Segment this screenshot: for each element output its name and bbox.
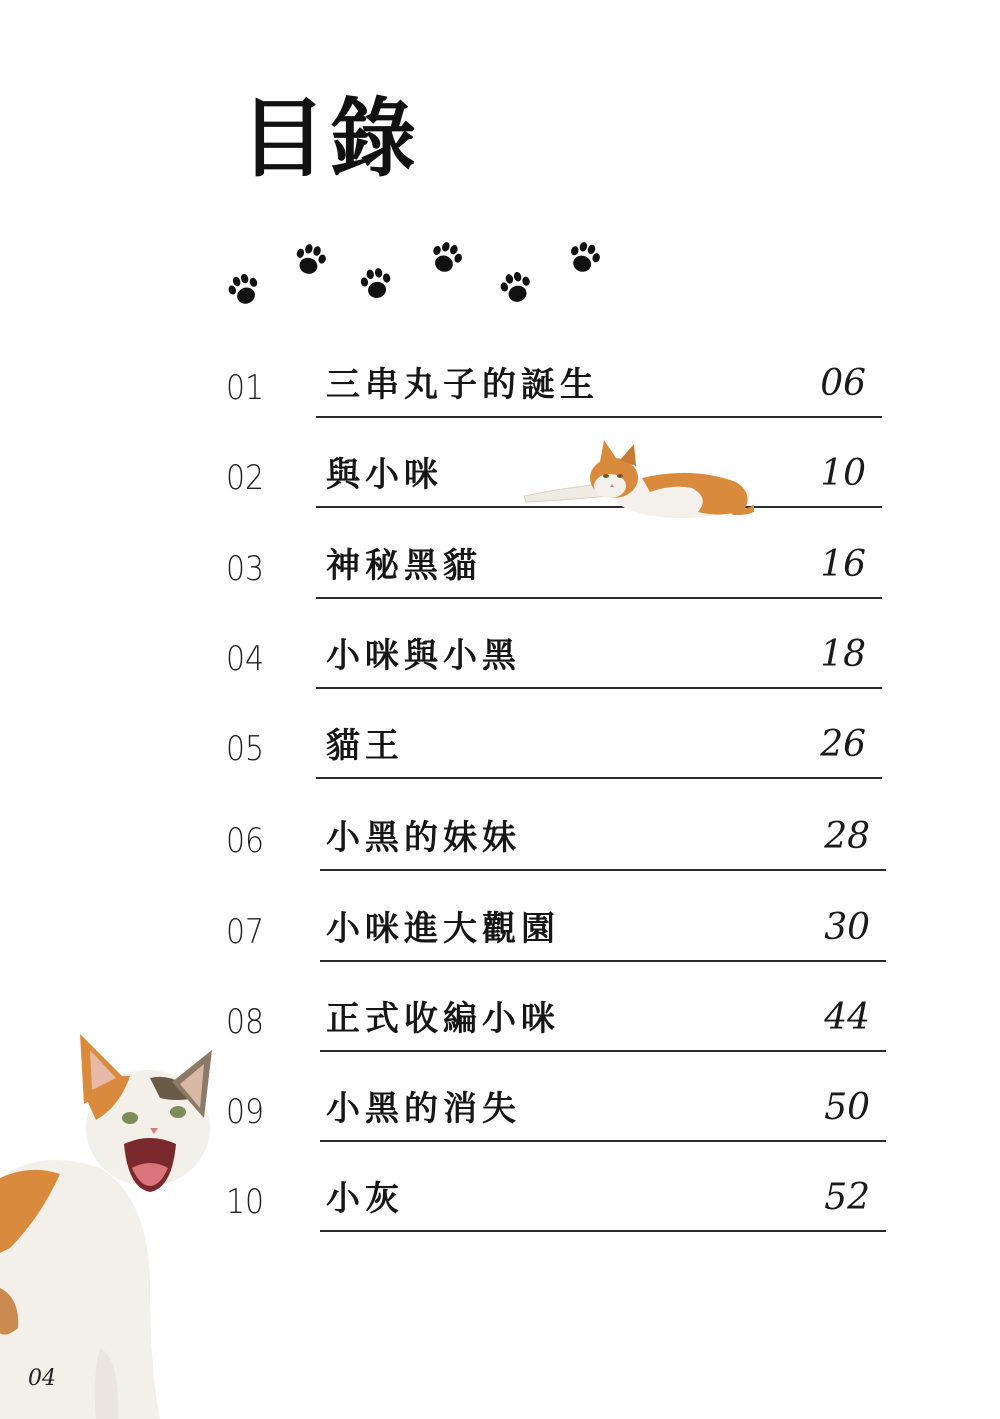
row-divider xyxy=(320,869,886,871)
paw-print-icon xyxy=(355,263,397,305)
chapter-page: 18 xyxy=(820,634,866,675)
chapter-title: 神秘黑貓 xyxy=(326,546,482,586)
chapter-page: 10 xyxy=(820,453,866,494)
paw-print-icon xyxy=(221,267,267,313)
lying-cat-photo xyxy=(522,438,754,522)
chapter-page: 28 xyxy=(824,816,870,857)
paw-print-icon xyxy=(494,266,538,310)
toc-row[interactable] xyxy=(0,539,882,599)
chapter-page: 50 xyxy=(824,1087,870,1128)
paw-print-icon xyxy=(423,235,469,281)
chapter-number: 03 xyxy=(226,549,265,589)
toc-row[interactable] xyxy=(0,811,886,871)
toc-row[interactable] xyxy=(0,719,882,779)
toc-row[interactable] xyxy=(0,902,886,962)
page-title: 目錄 xyxy=(240,88,420,189)
chapter-number: 05 xyxy=(226,729,265,769)
chapter-title: 小咪與小黑 xyxy=(326,636,521,676)
chapter-title: 貓王 xyxy=(326,726,404,766)
chapter-number: 06 xyxy=(226,821,265,861)
page-number: 04 xyxy=(28,1366,56,1391)
chapter-number: 04 xyxy=(226,639,265,679)
chapter-title: 小黑的妹妹 xyxy=(326,818,521,858)
row-divider xyxy=(320,1230,886,1232)
chapter-page: 44 xyxy=(824,997,870,1038)
toc-row[interactable] xyxy=(0,629,882,689)
chapter-page: 26 xyxy=(820,724,866,765)
chapter-title: 三串丸子的誕生 xyxy=(326,365,599,405)
row-divider xyxy=(316,597,882,599)
row-divider xyxy=(316,687,882,689)
chapter-title: 小咪進大觀園 xyxy=(326,909,560,949)
chapter-page: 52 xyxy=(824,1177,870,1218)
chapter-number: 10 xyxy=(226,1182,265,1222)
row-divider xyxy=(320,1140,886,1142)
row-divider xyxy=(320,1050,886,1052)
chapter-title: 與小咪 xyxy=(326,455,443,495)
paw-print-icon xyxy=(288,238,332,282)
chapter-number: 07 xyxy=(226,912,265,952)
toc-row[interactable] xyxy=(0,358,882,418)
paw-print-trail xyxy=(0,0,1000,340)
chapter-number: 09 xyxy=(226,1092,265,1132)
meowing-cat-photo xyxy=(0,1028,220,1419)
chapter-number: 02 xyxy=(226,458,265,498)
chapter-title: 小黑的消失 xyxy=(326,1089,521,1129)
chapter-number: 08 xyxy=(226,1002,265,1042)
row-divider xyxy=(316,416,882,418)
row-divider xyxy=(316,777,882,779)
row-divider xyxy=(320,960,886,962)
chapter-number: 01 xyxy=(226,368,265,408)
chapter-title: 小灰 xyxy=(326,1179,404,1219)
chapter-page: 30 xyxy=(824,907,870,948)
paw-print-icon xyxy=(561,235,606,280)
chapter-title: 正式收編小咪 xyxy=(326,999,560,1039)
chapter-page: 16 xyxy=(820,544,866,585)
chapter-page: 06 xyxy=(820,363,866,404)
